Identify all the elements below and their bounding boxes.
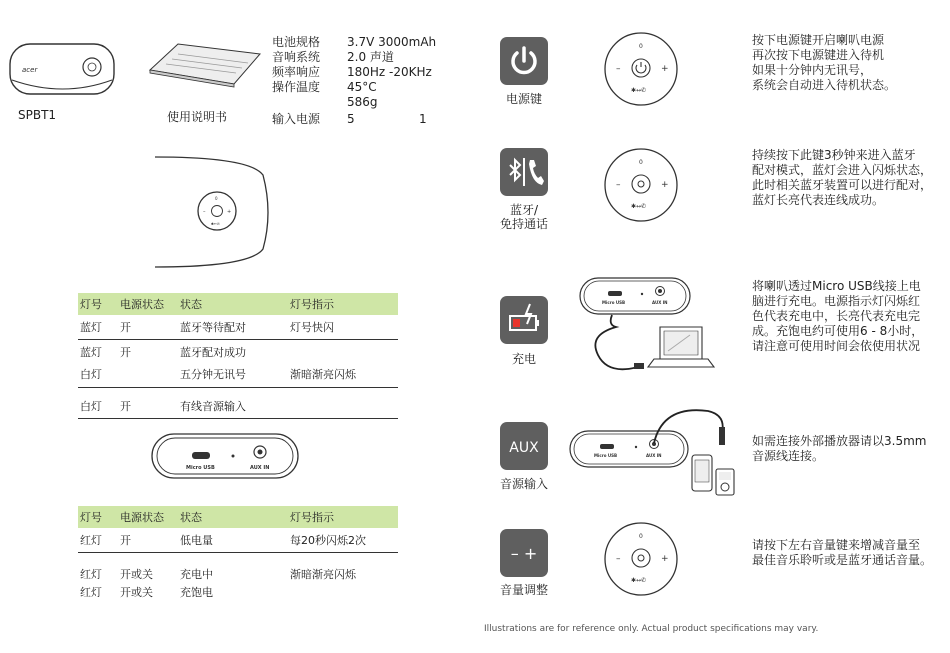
power-key-label: 电源键 <box>505 92 542 106</box>
aux-input-description: 如需连接外部播放器请以3.5mm 音源线连接。 <box>752 434 927 463</box>
svg-text:– +: – + <box>510 544 538 563</box>
speaker-top-illustration <box>8 40 118 100</box>
spec-row: 频率响应 180Hz -20KHz <box>272 65 432 79</box>
table-row: 红灯 开 低电量 每20秒闪烁2次 <box>78 528 398 553</box>
spec-row: 音响系统 2.0 声道 <box>272 50 394 64</box>
svg-text:✱↔✆: ✱↔✆ <box>211 222 220 226</box>
battery-charging-icon <box>500 296 548 344</box>
spec-row: 操作温度 45°C <box>272 80 377 94</box>
control-dial-bluetooth <box>598 146 684 226</box>
table-header: 灯号 电源状态 状态 灯号指示 <box>78 506 398 528</box>
svg-text:✱↔✆: ✱↔✆ <box>631 203 647 210</box>
svg-text:+: + <box>661 554 669 564</box>
power-icon <box>500 37 548 85</box>
aux-illustration <box>568 405 748 500</box>
speaker-model-label: SPBT1 <box>18 108 57 122</box>
aux-icon <box>500 422 548 470</box>
light-status-table-2 <box>78 506 398 601</box>
table-row: 白灯 五分钟无讯号 渐暗渐亮闪烁 <box>78 361 398 388</box>
svg-text:+: + <box>661 180 669 190</box>
manual-illustration <box>148 40 263 90</box>
speaker-closeup-illustration <box>155 155 275 270</box>
bluetooth-phone-icon <box>500 148 548 196</box>
aux-in-port-label: AUX IN <box>250 465 270 471</box>
control-dial-volume <box>598 520 684 600</box>
svg-text:AUX IN: AUX IN <box>652 300 668 305</box>
svg-text:0: 0 <box>639 533 643 540</box>
power-key-icon-box <box>500 37 548 85</box>
table-row: 蓝灯 开 蓝牙配对成功 <box>80 346 246 359</box>
volume-label: 音量调整 <box>499 583 548 597</box>
light-status-table-1 <box>78 293 398 419</box>
table-row: 红灯 开或关 充电中 渐暗渐亮闪烁 <box>80 568 356 581</box>
charging-description: 将喇叭透过Micro USB线接上电 脑进行充电。电源指示灯闪烁红 色代表充电中，长亮代表充电完 成。充饱电约可使用6 - 8小时， 请注意可使用时间会依使用状况 <box>752 279 924 353</box>
svg-text:✱↔✆: ✱↔✆ <box>631 87 647 94</box>
svg-text:+: + <box>661 64 669 74</box>
aux-input-label: 音源输入 <box>499 477 548 491</box>
table-row: 白灯 开 有线音源输入 <box>78 394 398 419</box>
svg-text:AUX: AUX <box>509 440 539 456</box>
manual-label: 使用说明书 <box>167 110 228 124</box>
svg-text:0: 0 <box>639 43 643 50</box>
table-header: 灯号 电源状态 状态 灯号指示 <box>78 293 398 315</box>
svg-text:Micro USB: Micro USB <box>594 453 618 458</box>
charging-label: 充电 <box>511 352 536 366</box>
aux-icon-box <box>500 422 548 470</box>
spec-row: 输入电源 5 1 <box>272 112 427 126</box>
volume-description: 请按下左右音量键来增减音量至 最佳音乐聆听或是蓝牙通话音量。 <box>752 538 933 567</box>
svg-text:–: – <box>616 554 621 564</box>
power-key-description: 按下电源键开启喇叭电源 再次按下电源键进入待机 如果十分钟内无讯号， 系统会自动进入待机状态。 <box>752 33 897 92</box>
svg-text:Micro USB: Micro USB <box>602 300 626 305</box>
svg-text:+: + <box>227 209 232 215</box>
svg-text:–: – <box>616 64 621 74</box>
svg-text:✱↔✆: ✱↔✆ <box>631 577 647 584</box>
control-dial-power <box>598 30 684 110</box>
bluetooth-key-description: 持续按下此键3秒钟来进入蓝牙 配对模式，蓝灯会进入闪烁状态， 此时相关蓝牙装置可以进行配对， 蓝灯长亮代表连线成功。 <box>752 148 933 207</box>
bluetooth-key-label: 蓝牙/ 免持通话 <box>499 203 548 231</box>
table-row: 红灯 开或关 充饱电 <box>80 586 213 599</box>
table-row: 蓝灯 开 蓝牙等待配对 灯号快闪 <box>78 315 398 340</box>
bluetooth-key-icon-box <box>500 148 548 196</box>
volume-icon <box>500 529 548 577</box>
micro-usb-port-label: Micro USB <box>186 465 215 471</box>
svg-text:AUX IN: AUX IN <box>646 453 662 458</box>
spec-row: 586g <box>347 95 378 109</box>
svg-text:–: – <box>616 180 621 190</box>
svg-text:–: – <box>203 209 206 215</box>
brand-logo: acer <box>22 66 38 74</box>
charging-icon-box <box>500 296 548 344</box>
speaker-ports-illustration <box>150 432 300 482</box>
disclaimer-footer: Illustrations are for reference only. Actual product specifications may vary. <box>484 624 819 634</box>
spec-list <box>272 35 436 127</box>
charging-illustration <box>578 275 718 380</box>
svg-text:0: 0 <box>639 159 643 166</box>
svg-text:0: 0 <box>215 196 218 201</box>
volume-icon-box <box>500 529 548 577</box>
spec-row: 电池规格 3.7V 3000mAh <box>272 35 437 49</box>
